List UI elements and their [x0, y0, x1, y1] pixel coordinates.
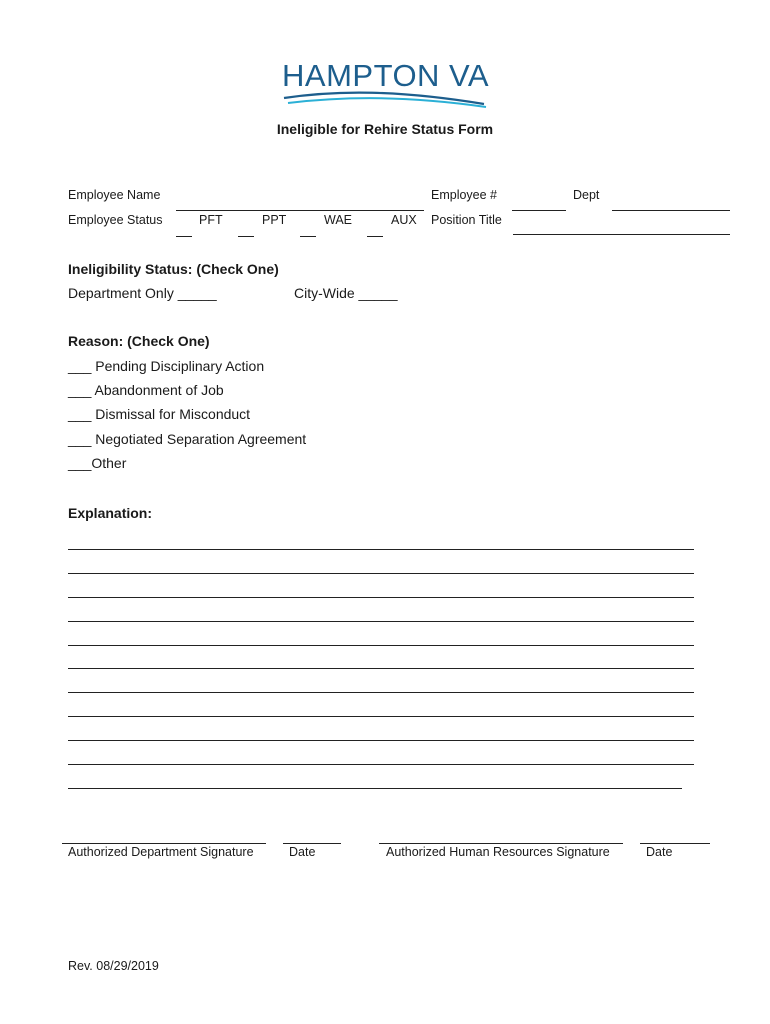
explanation-line[interactable]	[68, 788, 682, 789]
employee-name-label: Employee Name	[68, 188, 161, 202]
explanation-heading: Explanation:	[68, 505, 153, 521]
explanation-line[interactable]	[68, 668, 694, 669]
position-title-label: Position Title	[431, 213, 502, 227]
reason-item-pending-disciplinary[interactable]: ___ Pending Disciplinary Action	[68, 358, 265, 374]
department-date-label: Date	[289, 845, 316, 859]
employee-status-label: Employee Status	[68, 213, 163, 227]
explanation-line[interactable]	[68, 645, 694, 646]
explanation-line[interactable]	[68, 692, 694, 693]
department-date-field[interactable]	[283, 843, 341, 844]
employee-number-field[interactable]	[512, 210, 566, 211]
department-signature-label: Authorized Department Signature	[68, 845, 254, 859]
employee-number-label: Employee #	[431, 188, 498, 202]
explanation-line[interactable]	[68, 573, 694, 574]
explanation-line[interactable]	[68, 597, 694, 598]
reason-item-negotiated-separation[interactable]: ___ Negotiated Separation Agreement	[68, 431, 307, 447]
hampton-logo-wave-icon	[278, 56, 492, 112]
pft-checkbox[interactable]	[176, 236, 192, 237]
dept-field[interactable]	[612, 210, 730, 211]
ppt-checkbox[interactable]	[238, 236, 254, 237]
hr-date-field[interactable]	[640, 843, 710, 844]
hr-signature-field[interactable]	[379, 843, 623, 844]
form-title: Ineligible for Rehire Status Form	[276, 121, 494, 137]
reason-heading: Reason: (Check One)	[68, 333, 210, 349]
employee-name-field[interactable]	[176, 210, 424, 211]
status-option-wae: WAE	[324, 213, 353, 227]
reason-item-dismissal[interactable]: ___ Dismissal for Misconduct	[68, 406, 251, 422]
reason-item-abandonment[interactable]: ___ Abandonment of Job	[68, 382, 224, 398]
revision-date: Rev. 08/29/2019	[68, 959, 159, 973]
ineligibility-heading: Ineligibility Status: (Check One)	[68, 261, 279, 277]
reason-item-other[interactable]: ___Other	[68, 455, 127, 471]
dept-label: Dept	[573, 188, 600, 202]
status-option-aux: AUX	[391, 213, 417, 227]
explanation-line[interactable]	[68, 740, 694, 741]
department-only-option[interactable]: Department Only _____	[68, 285, 217, 301]
status-option-pft: PFT	[199, 213, 223, 227]
hr-signature-label: Authorized Human Resources Signature	[386, 845, 610, 859]
explanation-line[interactable]	[68, 621, 694, 622]
city-wide-option[interactable]: City-Wide _____	[294, 285, 398, 301]
position-title-field[interactable]	[513, 234, 730, 235]
aux-checkbox[interactable]	[367, 236, 383, 237]
hampton-va-logo-text: HAMPTON VA	[282, 58, 490, 93]
explanation-line[interactable]	[68, 764, 694, 765]
explanation-line[interactable]	[68, 716, 694, 717]
explanation-line[interactable]	[68, 549, 694, 550]
wae-checkbox[interactable]	[300, 236, 316, 237]
status-option-ppt: PPT	[262, 213, 287, 227]
hr-date-label: Date	[646, 845, 673, 859]
department-signature-field[interactable]	[62, 843, 266, 844]
